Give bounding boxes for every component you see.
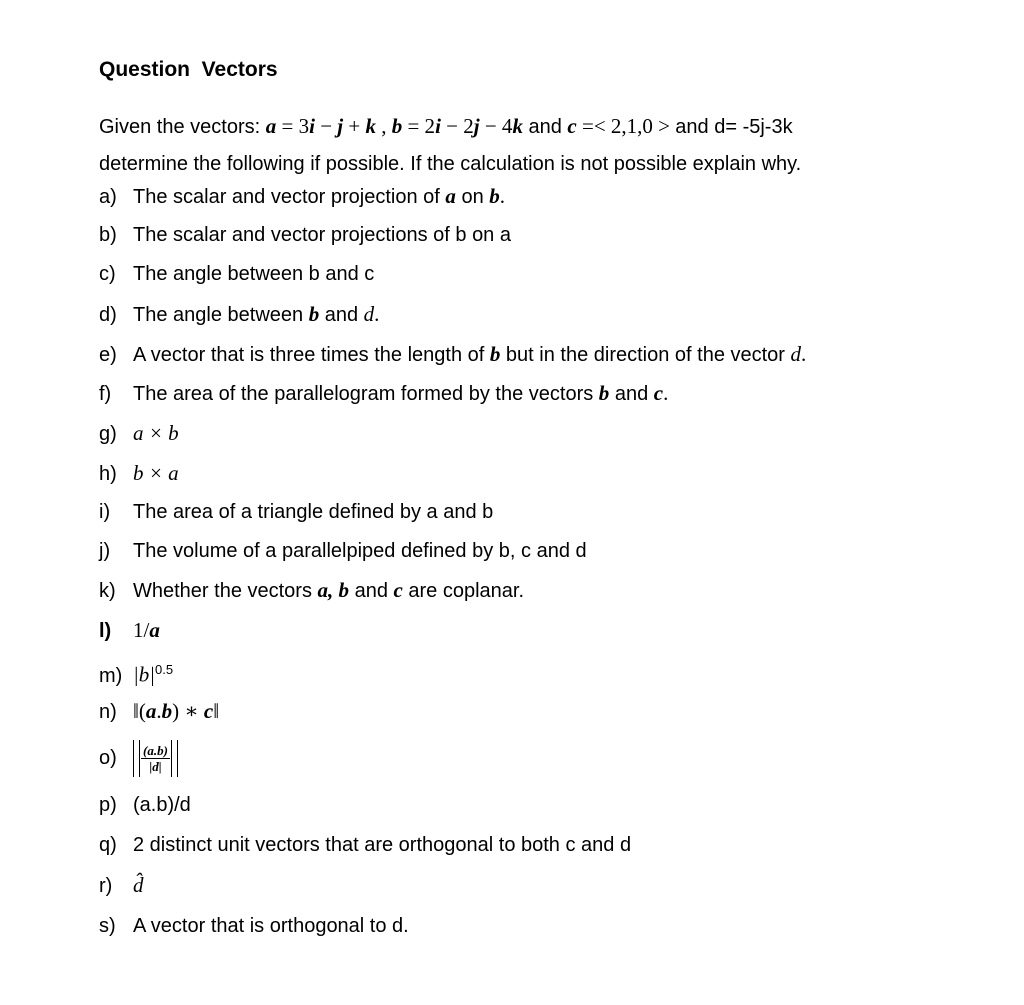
math-expression: d̂ — [133, 873, 144, 897]
unit-j: j — [337, 114, 344, 138]
math-expression: |b| — [133, 662, 156, 687]
question-text: The area of the parallelogram formed by the vectors — [133, 383, 599, 405]
question-c — [99, 259, 374, 289]
fraction-numerator: (a.b) — [143, 743, 168, 759]
question-i — [99, 497, 493, 527]
vector-a-expr: = 3 — [276, 114, 310, 138]
vector-c-symbol: c — [567, 114, 577, 138]
page-title: Question Vectors — [99, 58, 278, 81]
unit-k: k — [365, 114, 376, 138]
math-symbol: b — [598, 381, 610, 405]
question-text: and — [319, 304, 364, 326]
question-text: Whether the vectors — [133, 580, 318, 602]
question-label: r) — [99, 875, 113, 897]
question-label: d) — [99, 304, 117, 326]
fraction-denominator: |d| — [149, 759, 162, 775]
question-text: The volume of a parallelpiped defined by b, c and d — [133, 540, 587, 562]
question-label: e) — [99, 344, 117, 366]
question-text: are coplanar. — [402, 580, 525, 602]
unit-i: i — [435, 114, 441, 138]
question-l — [99, 615, 160, 645]
question-text: The scalar and vector projections of b on a — [133, 224, 511, 246]
question-h — [99, 458, 179, 488]
question-d — [99, 299, 379, 329]
question-label: b) — [99, 224, 117, 246]
question-text: The angle between — [133, 304, 309, 326]
unit-k: k — [512, 114, 523, 138]
question-m — [99, 655, 173, 685]
vector-b-symbol: b — [391, 114, 403, 138]
question-g — [99, 418, 179, 448]
question-e — [99, 339, 806, 369]
question-text: 2 distinct unit vectors that are orthogonal to both c and d — [133, 834, 632, 856]
problem-statement — [99, 108, 999, 183]
question-p — [99, 790, 191, 820]
fraction — [141, 744, 170, 773]
question-label: f) — [99, 383, 112, 405]
separator: , — [375, 114, 392, 138]
question-o — [99, 743, 178, 773]
math-symbol: c — [203, 699, 214, 723]
norm-expression — [133, 744, 178, 773]
math-symbol: a — [145, 699, 157, 723]
question-label: s) — [99, 915, 116, 937]
math-expression: . — [156, 699, 162, 723]
math-symbol: b — [308, 302, 320, 326]
question-label: g) — [99, 423, 117, 445]
math-symbol: a, b — [317, 578, 350, 602]
vector-a-symbol: a — [265, 114, 277, 138]
math-expression: a × b — [133, 421, 179, 445]
vector-definitions — [99, 108, 999, 146]
question-s — [99, 911, 409, 941]
question-text: The scalar and vector projection of — [133, 186, 446, 208]
unit-j: j — [473, 114, 480, 138]
question-label: j) — [99, 540, 111, 562]
math-symbol: c — [653, 381, 664, 405]
question-text: . — [663, 381, 669, 405]
math-symbol: a — [149, 618, 160, 642]
question-label: n) — [99, 701, 117, 723]
conjunction: and — [522, 116, 568, 138]
question-text: The angle between b and c — [133, 263, 375, 285]
question-text: and — [349, 580, 394, 602]
intro-lead: Given the vectors: — [99, 116, 266, 138]
vector-d-expr: and d= -5j-3k — [675, 116, 793, 138]
question-text: The area of a triangle defined by a and b — [133, 501, 494, 523]
question-text: A vector that is orthogonal to d. — [133, 915, 409, 937]
question-r — [99, 870, 144, 900]
question-f — [99, 378, 668, 408]
question-label: h) — [99, 463, 117, 485]
instructions: determine the following if possible. If the calculation is not possible explain why. — [99, 153, 802, 175]
question-text: . — [374, 302, 380, 326]
math-expression: ‖( — [133, 699, 146, 723]
question-label: c) — [99, 263, 116, 285]
operator: − 2 — [440, 114, 474, 138]
question-label: a) — [99, 186, 117, 208]
math-symbol: b — [489, 342, 501, 366]
question-b — [99, 220, 511, 250]
question-n — [99, 696, 219, 726]
vector-b-expr: = 2 — [402, 114, 436, 138]
question-text: (a.b)/d — [133, 794, 191, 816]
question-a — [99, 181, 505, 211]
question-label: m) — [99, 664, 123, 687]
operator: − 4 — [479, 114, 513, 138]
vector-c-expr: =< 2,1,0 > — [576, 114, 676, 138]
math-expression: ‖ — [213, 699, 220, 723]
question-text: A vector that is three times the length of — [133, 344, 490, 366]
question-text: . — [499, 184, 505, 208]
question-label: l) — [99, 620, 112, 642]
question-label: q) — [99, 834, 117, 856]
question-q — [99, 830, 631, 860]
math-expression: 1/ — [133, 618, 150, 642]
question-text: on — [455, 186, 490, 208]
question-text: . — [801, 342, 807, 366]
math-symbol: d — [363, 302, 375, 326]
question-j — [99, 536, 587, 566]
math-symbol: b — [489, 184, 500, 208]
math-symbol: c — [393, 578, 403, 602]
question-label: k) — [99, 580, 116, 602]
exponent: 0.5 — [155, 662, 174, 677]
question-label: p) — [99, 794, 117, 816]
math-symbol: b — [161, 699, 173, 723]
math-symbol: a — [445, 184, 456, 208]
question-label: o) — [99, 747, 117, 769]
unit-i: i — [309, 114, 315, 138]
question-text: and — [609, 383, 654, 405]
question-text: but in the direction of the vector — [500, 344, 791, 366]
question-label: i) — [99, 501, 111, 523]
math-expression: ) ∗ — [172, 699, 204, 723]
math-expression: b × a — [133, 461, 179, 485]
question-k — [99, 575, 524, 605]
operator: + — [343, 114, 366, 138]
math-symbol: d — [790, 342, 802, 366]
operator: − — [314, 114, 338, 138]
